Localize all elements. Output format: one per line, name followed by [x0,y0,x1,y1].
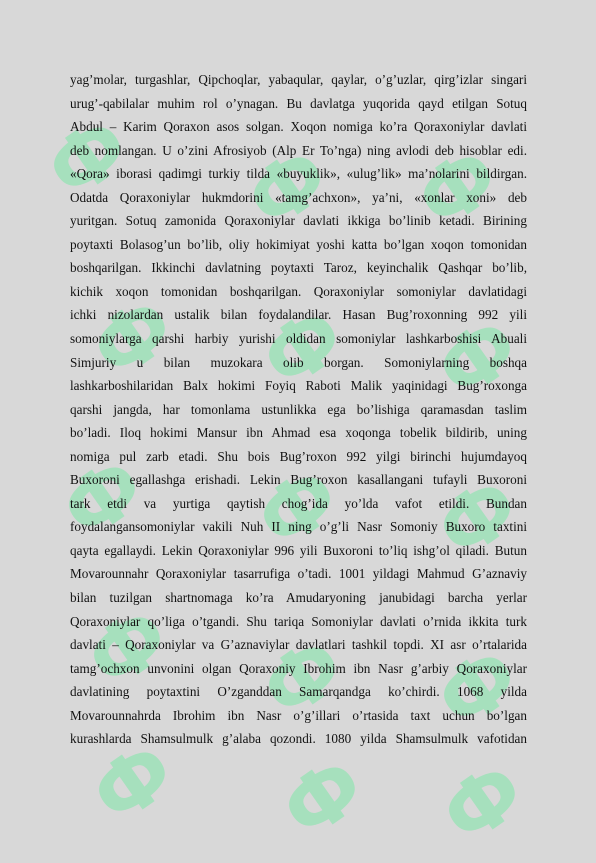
watermark-glyph: Ф [246,619,362,739]
text-line: lashkarboshilaridan Balx hokimi Foyiq Raboti Malik yaqinidagi Bug’roxonga [70,378,527,394]
watermark-glyph: Ф [231,129,347,249]
watermark-glyph: Ф [421,459,537,579]
text-line: Simjuriy u bilan muzokara olib borgan. Somoniylarning boshqa [70,354,527,370]
text-line: deb nomlangan. U o’zini Afrosiyob (Alp Er To’nga) ning avlodi deb hisoblar edi. [70,142,527,158]
text-line: kurashlarda Shamsulmulk g’alaba qozondi. 1080 yilda Shamsulmulk vafotidan [70,731,527,747]
text-line: qayta egallaydi. Lekin Qoraxoniylar 996 yili Buxoroni to’liq ishg’ol qiladi. Butun [70,542,527,558]
text-line: bo’ladi. Iloq hokimi Mansur ibn Ahmad esa xoqonga tobelik bildirib, uning [70,425,527,441]
text-line: tamg’ochxon unvonini olgan Qoraxoniy Ibrohim ibn Nasr g’arbiy Qoraxoniylar [70,660,527,676]
document-paragraph [70,68,527,751]
text-line: yuritgan. Sotuq zamonida Qoraxoniylar davlati ikkiga bo’linib ketadi. Birining [70,213,527,229]
text-line: urug’-qabilalar muhim rol o’ynagan. Bu davlatga yuqorida qayd etilgan Sotuq [70,95,527,111]
watermark-glyph: Ф [76,279,192,399]
text-line: poytaxti Bolasog’un bo’lib, oliy hokimiyat yoshi katta bo’lgan xoqon tomonidan [70,236,527,252]
text-line: bilan tuzilgan shartnomaga ko’ra Amudaryoning janubidagi barcha yerlar [70,590,527,606]
text-line: yag’molar, turgashlar, Qipchoqlar, yabaqular, qaylar, o’g’uzlar, qirg’izlar singari [70,72,527,87]
watermark-glyph: Ф [71,589,187,709]
text-line: kichik xoqon tomonidan boshqarilgan. Qoraxoniylar somoniylar davlatidagi [70,283,527,299]
text-line: somoniylarga qarshi harbiy yurishi oldidan somoniylar lashkarboshisi Abuali [70,331,527,347]
text-line: boshqarilgan. Ikkinchi davlatning poytaxti Taroz, keyinchalik Qashqar bo’lib, [70,260,527,276]
watermark-glyph: Ф [246,289,362,409]
text-line: qarshi jangda, har tomonlama ustunlikka ega bo’lishiga qaramasdan taslim [70,401,527,417]
watermark-glyph: Ф [421,299,537,419]
text-line: «Qora» iborasi qadimgi turkiy tilda «buyuklik», «ulug’lik» ma’nolarini bildirgan. [70,166,527,182]
text-line: davlatining poytaxtini O’zganddan Samarqandga ko’chirdi. 1068 yilda [70,684,527,700]
text-line: foydalangansomoniylar vakili Nuh II ning o’g’li Nasr Somoniy Buxoro taxtini [70,519,527,535]
watermark-glyph: Ф [421,629,537,749]
text-line: nomiga pul zarb etadi. Shu bois Bug’roxon 992 yilgi birinchi hujumdayoq [70,448,527,464]
watermark-glyph: Ф [266,739,382,859]
text-line: Qoraxoniylar qo’liga o’tgandi. Shu tariqa Somoniylar davlati o’rnida ikkita turk [70,613,527,629]
text-line: Movarounnahr Qoraxoniylar tasarrufiga o’tadi. 1001 yildagi Mahmud G’aznaviy [70,566,527,582]
watermark-glyph: Ф [31,99,147,219]
text-line: ichki nizolardan ustalik bilan foydalandilar. Hasan Bug’roxonning 992 yili [70,307,527,323]
watermark-glyph: Ф [46,439,162,559]
text-line: davlati – Qoraxoniylar va G’aznaviylar davlatlari tashkil topdi. XI asr o’rtalarida [70,637,527,653]
watermark-glyph: Ф [401,129,517,249]
text-line: Movarounnahrda Ibrohim ibn Nasr o’g’illari o’rtasida taxt uchun bo’lgan [70,707,527,723]
text-line: tark etdi va yurtiga qaytish chog’ida yo’lda vafot etildi. Bundan [70,495,527,511]
text-line: Buxoroni egallashga erishadi. Lekin Bug’roxon kasallangani tufayli Buxoroni [70,472,527,488]
text-line: Odatda Qoraxoniylar hukmdorini «tamg’achxon», ya’ni, «xonlar xoni» deb [70,189,527,205]
watermark-glyph: Ф [76,724,192,844]
watermark-glyph: Ф [241,449,357,569]
watermark-glyph: Ф [426,744,542,863]
text-line: Abdul – Karim Qoraxon asos solgan. Xoqon nomiga ko’ra Qoraxoniylar davlati [70,119,527,135]
